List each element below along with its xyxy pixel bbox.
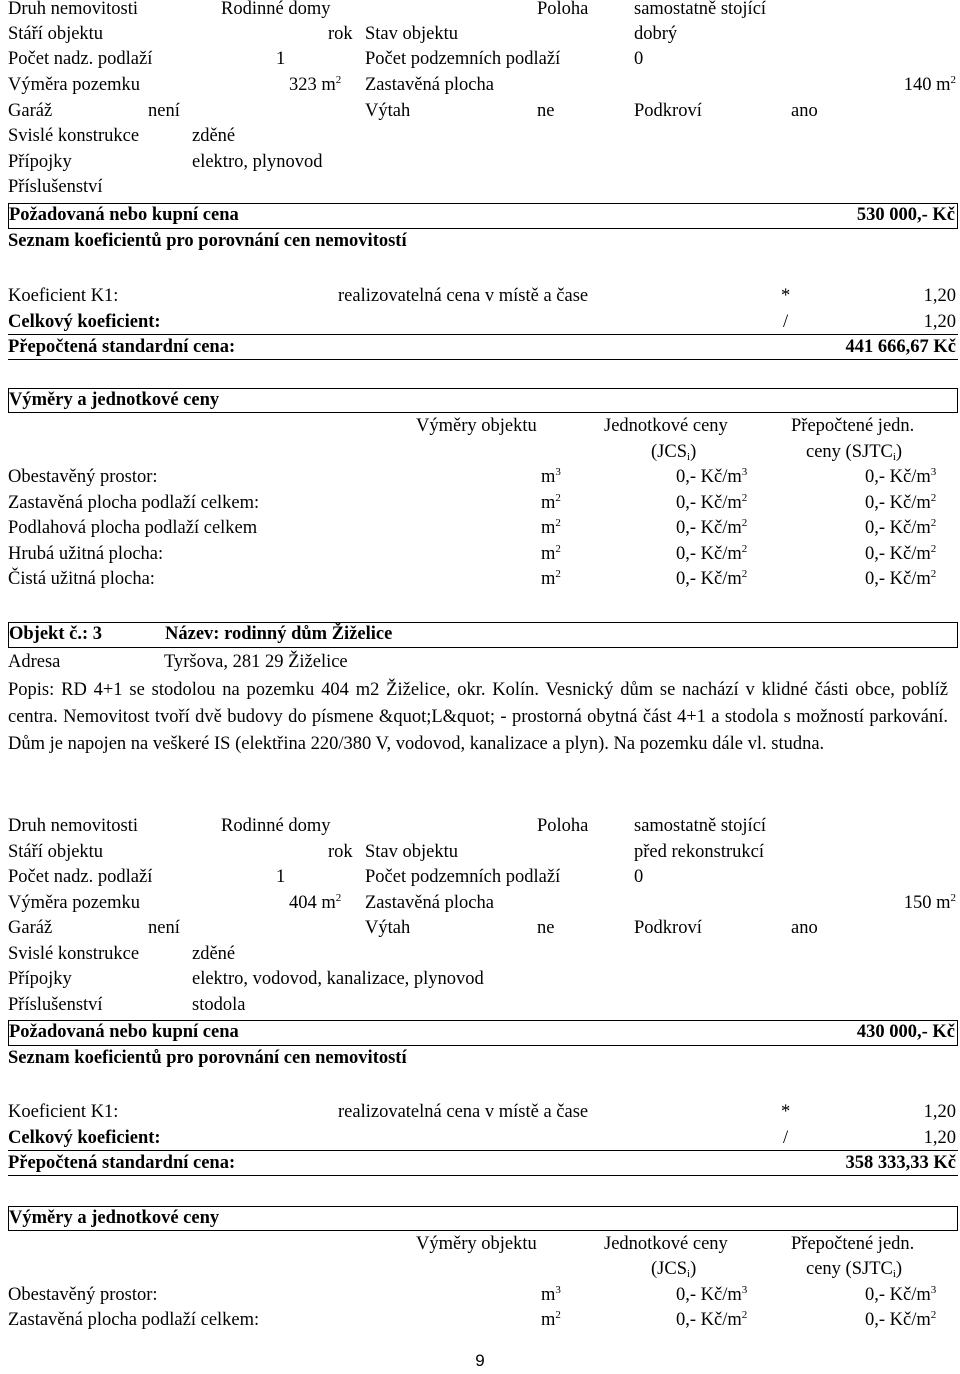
label-poloha: Poloha [537, 816, 589, 836]
label-stari: Stáří objektu [8, 24, 104, 44]
label-vytah: Výtah [365, 101, 411, 121]
value-poloha: samostatně stojící [634, 0, 767, 19]
unit: $m^2$ [541, 517, 561, 538]
label-prepoctena: Přepočtená standardní cena: [8, 1153, 236, 1173]
row-koef-k1-2 [8, 1100, 958, 1125]
label-nadz: Počet nadz. podlaží [8, 49, 153, 69]
label-garaz: Garáž [8, 101, 53, 121]
col-jednotkove-ceny: Jednotkové ceny [604, 416, 728, 436]
table-row-zastavena-1 [8, 491, 958, 516]
table-row-obestaveny-2 [8, 1283, 958, 1308]
label-rok: rok [328, 842, 353, 862]
jcs-value: 0,- $Kč/m^2$ [676, 568, 748, 589]
row-stari-2 [8, 840, 958, 865]
label-adresa: Adresa [8, 652, 61, 672]
row-seznam-1 [8, 229, 958, 254]
row-svisle-2 [8, 942, 958, 967]
object-header [8, 622, 958, 648]
sjtc-value: 0,- $Kč/m^2$ [865, 543, 937, 564]
value-svisle: zděné [192, 944, 236, 964]
row-garaz-2 [8, 916, 958, 941]
col-jednotkove-ceny: Jednotkové ceny [604, 1234, 728, 1254]
value-pripojky: elektro, vodovod, kanalizace, plynovod [192, 969, 484, 989]
value-nadz: 1 [276, 867, 286, 887]
value-vytah: ne [537, 101, 555, 121]
row-garaz-1 [8, 99, 958, 124]
label-rok: rok [328, 24, 353, 44]
label-stari: Stáří objektu [8, 842, 104, 862]
label-vymera-pozemku: Výměra pozemku [8, 75, 141, 95]
row-podlazi-2 [8, 865, 958, 890]
label-prislusenstvi: Příslušenství [8, 177, 103, 197]
label-hruba: Hrubá užitná plocha: [8, 544, 164, 564]
label-stav: Stav objektu [365, 24, 459, 44]
col-prepoctene: Přepočtené jedn. [791, 1234, 915, 1254]
sjtc-value: 0,- $Kč/m^2$ [865, 517, 937, 538]
row-pripojky-1 [8, 150, 958, 175]
unit: $m^2$ [541, 492, 561, 513]
label-pripojky: Přípojky [8, 152, 72, 172]
label-koef-k1: Koeficient K1: [8, 1102, 119, 1122]
label-svisle: Svislé konstrukce [8, 126, 140, 146]
label-stav: Stav objektu [365, 842, 459, 862]
label-pripojky: Přípojky [8, 969, 72, 989]
sjtc-value: 0,- $Kč/m^3$ [865, 1284, 937, 1305]
row-prepoctena-1 [8, 335, 958, 360]
row-prislusenstvi-2 [8, 993, 958, 1018]
col-prepoctene: Přepočtené jedn. [791, 416, 915, 436]
value-podkrovi: ano [791, 101, 818, 121]
col-jcs: $(JCS_i)$ [651, 442, 697, 463]
label-poloha: Poloha [537, 0, 589, 19]
operator-slash: / [783, 1128, 789, 1148]
table-row-obestaveny-1 [8, 465, 958, 490]
jcs-value: 0,- $Kč/m^2$ [676, 492, 748, 513]
object-number: Objekt č.: 3 [9, 624, 102, 644]
col-jcs: $(JCS_i)$ [651, 1259, 697, 1280]
value-prepoctena: 358 333,33 Kč [845, 1153, 956, 1173]
value-zastavena: 150 $m^2$ [903, 892, 956, 913]
label-seznam-koeficientu: Seznam koeficientů pro porovnání cen nemovitostí [8, 1048, 407, 1068]
table-header-row1-2 [8, 1232, 958, 1257]
label-celkovy: Celkový koeficient: [8, 1128, 161, 1148]
object-description: Popis: RD 4+1 se stodolou na pozemku 404 m2 Žiželice, okr. Kolín. Vesnický dům se nachází v klidné části obce, poblíž centra. Nemovitost tvoří dvě budovy do písmene &quot;L&quot; - prostorná obytná část 4+1 a stodola s možností parkování. Dům je napojen na veškeré IS (elektřina 220/380 V, vodovod, kanalizace a plyn). Na pozemku dále vl. studna. [8, 680, 948, 754]
value-pozadovana-cena: 430 000,- Kč [856, 1022, 955, 1042]
value-prepoctena: 441 666,67 Kč [845, 337, 956, 357]
row-svisle-1 [8, 124, 958, 149]
label-podlahova: Podlahová plocha podlaží celkem [8, 518, 258, 538]
value-celkovy: 1,20 [923, 1128, 956, 1148]
row-druh-2 [8, 814, 958, 839]
value-podz: 0 [634, 49, 644, 69]
sjtc-value: 0,- $Kč/m^2$ [865, 492, 937, 513]
row-podlazi-1 [8, 47, 958, 72]
unit: $m^2$ [541, 543, 561, 564]
value-adresa: Tyršova, 281 29 Žiželice [164, 652, 348, 672]
label-podkrovi: Podkroví [634, 918, 702, 938]
value-stav: před rekonstrukcí [634, 842, 764, 862]
page-number: 9 [475, 1351, 485, 1370]
label-zastavena-celkem: Zastavěná plocha podlaží celkem: [8, 1310, 260, 1330]
label-pozadovana-cena: Požadovaná nebo kupní cena [9, 205, 239, 225]
value-podkrovi: ano [791, 918, 818, 938]
jcs-value: 0,- $Kč/m^3$ [676, 1284, 748, 1305]
value-svisle: zděné [192, 126, 236, 146]
row-seznam-2 [8, 1046, 958, 1071]
unit: $m^2$ [541, 568, 561, 589]
value-vymera-pozemku: 404 $m^2$ [289, 892, 342, 913]
row-pozadovana-cena-1 [8, 203, 958, 229]
table-header-row2-1 [8, 440, 958, 465]
value-zastavena: 140 $m^2$ [903, 74, 956, 95]
row-pozadovana-cena-2 [8, 1020, 958, 1046]
row-stari-1 [8, 22, 958, 47]
section-vymery-header-2 [8, 1206, 958, 1231]
value-podz: 0 [634, 867, 644, 887]
label-obestaveny: Obestavěný prostor: [8, 467, 158, 487]
label-pozadovana-cena: Požadovaná nebo kupní cena [9, 1022, 239, 1042]
row-koef-k1-1 [8, 284, 958, 309]
label-obestaveny: Obestavěný prostor: [8, 1285, 158, 1305]
jcs-value: 0,- $Kč/m^2$ [676, 543, 748, 564]
value-nadz: 1 [276, 49, 286, 69]
label-druh: Druh nemovitosti [8, 0, 139, 19]
row-vymera-1 [8, 73, 958, 98]
table-header-row1-1 [8, 414, 958, 439]
row-celkovy-2 [8, 1126, 958, 1151]
row-prislusenstvi-1 [8, 175, 958, 200]
value-druh: Rodinné domy [221, 816, 331, 836]
label-seznam-koeficientu: Seznam koeficientů pro porovnání cen nemovitostí [8, 231, 407, 251]
label-podkrovi: Podkroví [634, 101, 702, 121]
operator-slash: / [783, 312, 789, 332]
label-vymery-header: Výměry a jednotkové ceny [9, 1208, 220, 1228]
value-koef-k1: 1,20 [923, 1102, 956, 1122]
value-vytah: ne [537, 918, 555, 938]
label-vymery-header: Výměry a jednotkové ceny [9, 390, 220, 410]
label-prislusenstvi: Příslušenství [8, 995, 103, 1015]
table-row-podlahova-1 [8, 516, 958, 541]
section-vymery-header-1 [8, 388, 958, 413]
label-vytah: Výtah [365, 918, 411, 938]
row-celkovy-1 [8, 310, 958, 335]
label-nadz: Počet nadz. podlaží [8, 867, 153, 887]
label-zastavena: Zastavěná plocha [365, 75, 494, 95]
label-druh: Druh nemovitosti [8, 816, 139, 836]
unit: $m^3$ [541, 466, 561, 487]
col-sjtc: ceny $(SJTC_i)$ [806, 442, 903, 463]
value-koef-k1: 1,20 [923, 286, 956, 306]
label-koef-k1-desc: realizovatelná cena v místě a čase [338, 1102, 589, 1122]
row-vymera-2 [8, 891, 958, 916]
jcs-value: 0,- $Kč/m^2$ [676, 517, 748, 538]
label-koef-k1-desc: realizovatelná cena v místě a čase [338, 286, 589, 306]
table-row-cista-1 [8, 567, 958, 592]
value-garaz: není [148, 101, 180, 121]
value-celkovy: 1,20 [923, 312, 956, 332]
label-podz: Počet podzemních podlaží [365, 49, 561, 69]
sjtc-value: 0,- $Kč/m^3$ [865, 466, 937, 487]
value-prislusenstvi: stodola [192, 995, 246, 1015]
sjtc-value: 0,- $Kč/m^2$ [865, 568, 937, 589]
row-pripojky-2 [8, 967, 958, 992]
label-prepoctena: Přepočtená standardní cena: [8, 337, 236, 357]
operator-star: * [781, 1102, 791, 1122]
table-row-zastavena-2 [8, 1308, 958, 1333]
row-druh-1 [8, 0, 958, 22]
label-cista: Čistá užitná plocha: [8, 569, 155, 589]
label-vymera-pozemku: Výměra pozemku [8, 893, 141, 913]
value-pripojky: elektro, plynovod [192, 152, 323, 172]
value-pozadovana-cena: 530 000,- Kč [856, 205, 955, 225]
label-svisle: Svislé konstrukce [8, 944, 140, 964]
value-vymera-pozemku: 323 $m^2$ [289, 74, 342, 95]
value-garaz: není [148, 918, 180, 938]
label-zastavena-celkem: Zastavěná plocha podlaží celkem: [8, 493, 260, 513]
label-koef-k1: Koeficient K1: [8, 286, 119, 306]
row-prepoctena-2 [8, 1151, 958, 1176]
jcs-value: 0,- $Kč/m^2$ [676, 1309, 748, 1330]
table-row-hruba-1 [8, 542, 958, 567]
col-sjtc: ceny $(SJTC_i)$ [806, 1259, 903, 1280]
jcs-value: 0,- $Kč/m^3$ [676, 466, 748, 487]
object-address-row [8, 650, 958, 675]
label-garaz: Garáž [8, 918, 53, 938]
col-vymery-objektu: Výměry objektu [416, 1234, 537, 1254]
operator-star: * [781, 286, 791, 306]
label-celkovy: Celkový koeficient: [8, 312, 161, 332]
label-zastavena: Zastavěná plocha [365, 893, 494, 913]
table-header-row2-2 [8, 1257, 958, 1282]
col-vymery-objektu: Výměry objektu [416, 416, 537, 436]
sjtc-value: 0,- $Kč/m^2$ [865, 1309, 937, 1330]
value-stav: dobrý [634, 24, 678, 44]
label-podz: Počet podzemních podlaží [365, 867, 561, 887]
unit: $m^2$ [541, 1309, 561, 1330]
object-name: Název: rodinný dům Žiželice [165, 624, 393, 644]
unit: $m^3$ [541, 1284, 561, 1305]
value-druh: Rodinné domy [221, 0, 331, 19]
value-poloha: samostatně stojící [634, 816, 767, 836]
